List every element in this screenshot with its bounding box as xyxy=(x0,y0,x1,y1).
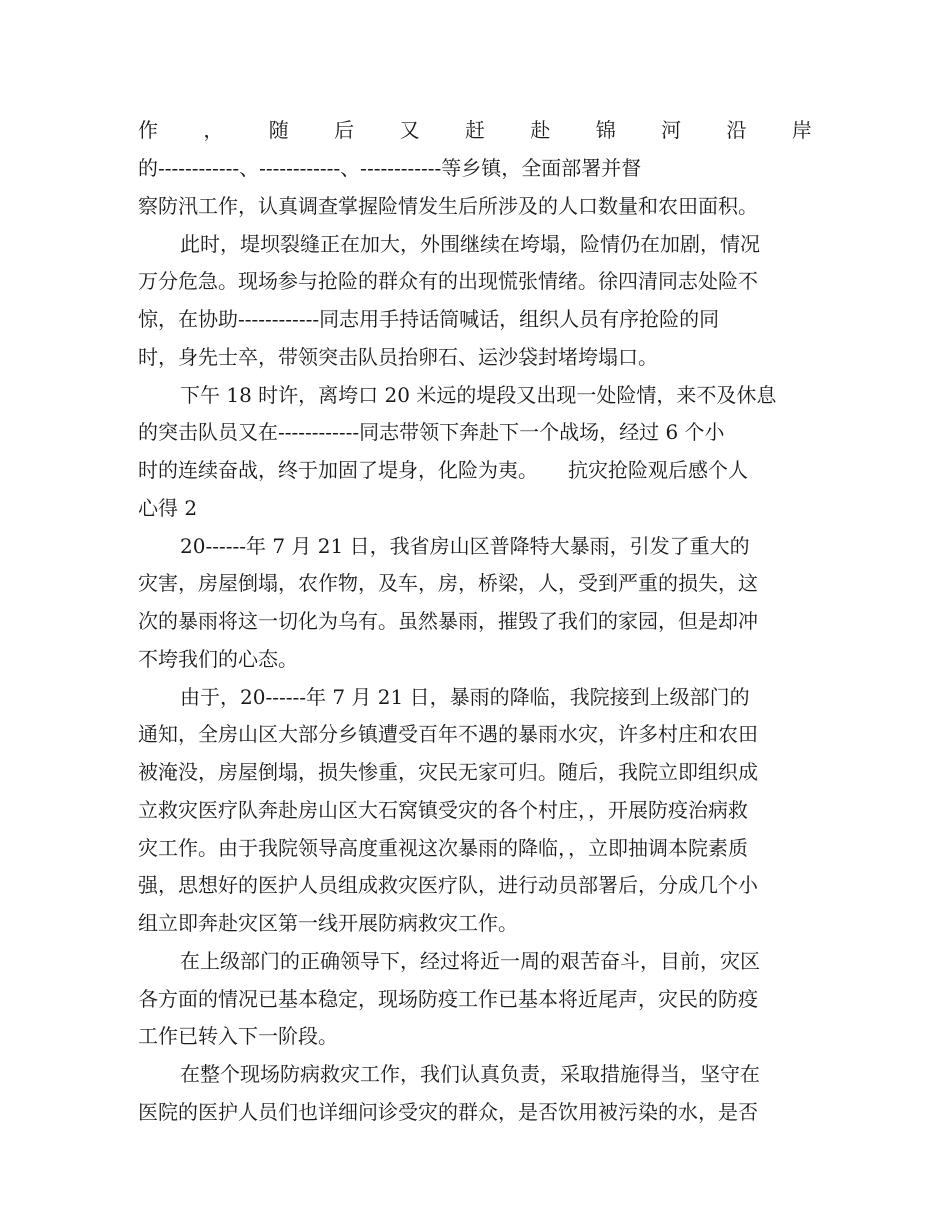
text-line: 灾工作。由于我院领导高度重视这次暴雨的降临，，立即抽调本院素质 xyxy=(138,836,748,860)
text-line: 工作已转入下一阶段。 xyxy=(138,1024,338,1048)
paragraph-first-line: 下午 18 时许，离垮口 20 米远的堤段又出现一处险情，来不及休息 xyxy=(180,383,777,407)
char: 河 xyxy=(661,118,682,142)
text-line: 灾害，房屋倒塌，农作物，及车，房，桥梁，人，受到严重的损失，这 xyxy=(138,571,758,595)
text-line: 的突击队员又在------------同志带领下奔赴下一个战场，经过 6 个小 xyxy=(138,420,725,444)
text-line: 医院的医护人员们也详细问诊受灾的群众，是否饮用被污染的水，是否 xyxy=(138,1100,758,1124)
text-line: 强，思想好的医护人员组成救灾医疗队，进行动员部署后，分成几个小 xyxy=(138,873,758,897)
text-line: 被淹没，房屋倒塌，损失惨重，灾民无家可归。随后，我院立即组织成 xyxy=(138,760,758,784)
text-line: 不垮我们的心态。 xyxy=(138,647,298,671)
text-line: 惊，在协助------------同志用手持话筒喊话，组织人员有序抢险的同 xyxy=(138,307,720,331)
char: 赶 xyxy=(464,118,485,142)
text-line: 时的连续奋战，终于加固了堤身，化险为夷。 抗灾抢险观后感个人 xyxy=(138,458,748,482)
text-line: 察防汛工作，认真调查掌握险情发生后所涉及的人口数量和农田面积。 xyxy=(138,194,758,218)
text-line-justified xyxy=(138,117,812,143)
text-line: 各方面的情况已基本稳定，现场防疫工作已基本将近尾声，灾民的防疫 xyxy=(138,987,758,1011)
char: 沿 xyxy=(726,118,747,142)
paragraph-first-line: 由于，20------年 7 月 21 日，暴雨的降临，我院接到上级部门的 xyxy=(180,685,750,709)
char: 作 xyxy=(138,118,158,142)
text-line: 的------------、------------、------------等乡镇，全面部署并督 xyxy=(138,156,642,180)
text-line: 组立即奔赴灾区第一线开展防病救灾工作。 xyxy=(138,911,518,935)
text-line: 通知，全房山区大部分乡镇遭受百年不遇的暴雨水灾，许多村庄和农田 xyxy=(138,722,758,746)
paragraph-first-line: 20------年 7 月 21 日，我省房山区普降特大暴雨，引发了重大的 xyxy=(180,534,750,558)
char: ， xyxy=(203,118,224,142)
text-line: 次的暴雨将这一切化为乌有。虽然暴雨，摧毁了我们的家园，但是却冲 xyxy=(138,609,758,633)
char: 后 xyxy=(334,118,355,142)
paragraph-first-line: 此时，堤坝裂缝正在加大，外围继续在垮塌，险情仍在加剧，情况 xyxy=(180,232,760,256)
char: 随 xyxy=(268,118,289,142)
char: 又 xyxy=(399,118,420,142)
text-line: 心得 2 xyxy=(138,496,198,520)
text-line: 立救灾医疗队奔赴房山区大石窝镇受灾的各个村庄，，开展防疫治病救 xyxy=(138,798,748,822)
char: 锦 xyxy=(595,118,616,142)
text-line: 万分危急。现场参与抢险的群众有的出现慌张情绪。徐四清同志处险不 xyxy=(138,269,758,293)
text-line: 时，身先士卒，带领突击队员抬卵石、运沙袋封堵垮塌口。 xyxy=(138,345,658,369)
paragraph-first-line: 在整个现场防病救灾工作，我们认真负责，采取措施得当，坚守在 xyxy=(180,1062,760,1086)
char: 赴 xyxy=(530,118,551,142)
char: 岸 xyxy=(791,118,812,142)
paragraph-first-line: 在上级部门的正确领导下，经过将近一周的艰苦奋斗，目前，灾区 xyxy=(180,949,760,973)
